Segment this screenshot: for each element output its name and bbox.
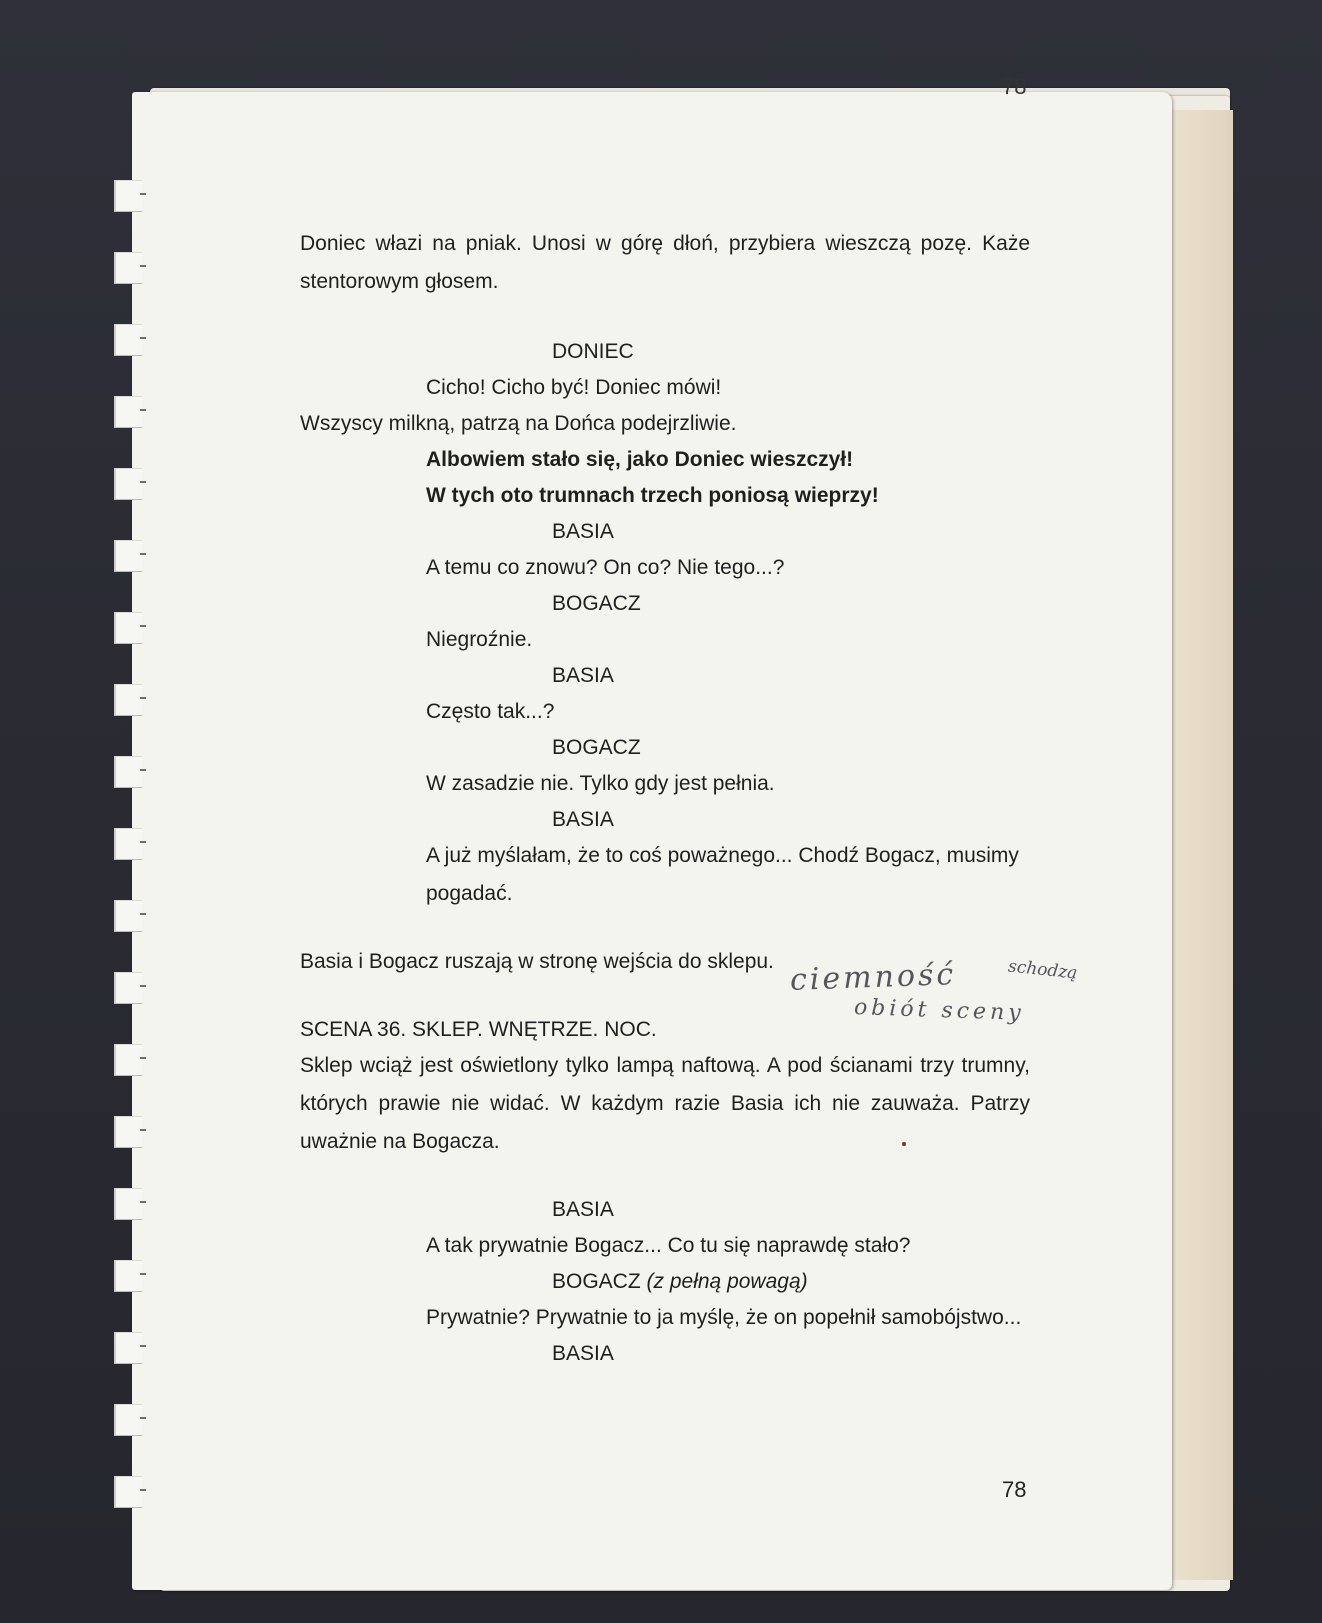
dialogue-line: A temu co znowu? On co? Nie tego...? xyxy=(426,556,785,579)
speaker-name: BASIA xyxy=(552,664,614,687)
action-line: których prawie nie widać. W każdym razie Basia ich nie zauważa. Patrzy xyxy=(300,1092,1030,1115)
speaker-name: BOGACZ xyxy=(552,736,641,759)
speaker-name: DONIEC xyxy=(552,340,634,363)
binding-hole xyxy=(114,1188,142,1220)
speaker-name: BASIA xyxy=(552,1198,614,1221)
dialogue-line: A już myślałam, że to coś poważnego... Chodź Bogacz, musimy xyxy=(426,844,1019,867)
speaker-name: BASIA xyxy=(552,1342,614,1365)
binding-hole xyxy=(114,1116,142,1148)
action-line: Doniec włazi na pniak. Unosi w górę dłoń, przybiera wieszczą pozę. Każe xyxy=(300,232,1030,255)
binding-hole xyxy=(114,468,142,500)
speaker-name: BASIA xyxy=(552,520,614,543)
action-line: stentorowym głosem. xyxy=(300,270,499,293)
binding-hole xyxy=(114,1260,142,1292)
binding-hole xyxy=(114,180,142,212)
handwritten-note: obiót sceny xyxy=(853,995,1026,1026)
action-line: Basia i Bogacz ruszają w stronę wejścia do sklepu. xyxy=(300,950,774,973)
binding-hole xyxy=(114,972,142,1004)
dialogue-line: A tak prywatnie Bogacz... Co tu się naprawdę stało? xyxy=(426,1234,911,1257)
dialogue-line: Często tak...? xyxy=(426,700,555,723)
binding-hole xyxy=(114,756,142,788)
binding-hole xyxy=(114,900,142,932)
action-line: uważnie na Bogacza. xyxy=(300,1130,500,1153)
ink-spot xyxy=(902,1142,906,1146)
binding-hole xyxy=(114,828,142,860)
binding-hole xyxy=(114,252,142,284)
binding-hole xyxy=(114,1476,142,1508)
speaker-label: BOGACZ xyxy=(552,1270,641,1293)
binding-hole xyxy=(114,1332,142,1364)
binding-hole xyxy=(114,1044,142,1076)
binding-hole xyxy=(114,1404,142,1436)
binding-hole xyxy=(114,324,142,356)
dialogue-line: Cicho! Cicho być! Doniec mówi! xyxy=(426,376,722,399)
dialogue-line: W zasadzie nie. Tylko gdy jest pełnia. xyxy=(426,772,775,795)
dialogue-line: Albowiem stało się, jako Doniec wieszczył! xyxy=(426,448,854,471)
handwritten-note: ciemność xyxy=(789,957,957,998)
parenthetical: (z pełną powagą) xyxy=(646,1270,808,1293)
dialogue-line: Prywatnie? Prywatnie to ja myślę, że on popełnił samobójstwo... xyxy=(426,1306,1022,1329)
speaker-name: BASIA xyxy=(552,808,614,831)
dialogue-line: W tych oto trumnach trzech poniosą wieprzy! xyxy=(426,484,879,507)
spiral-binding xyxy=(108,140,140,1560)
binding-hole xyxy=(114,612,142,644)
speaker-name xyxy=(552,1268,808,1296)
handwritten-note: schodzą xyxy=(1007,956,1079,984)
dialogue-line: Niegroźnie. xyxy=(426,628,533,651)
speaker-name: BOGACZ xyxy=(552,592,641,615)
script-page xyxy=(132,74,1172,1590)
action-line: Wszyscy milkną, patrzą na Dońca podejrzliwie. xyxy=(300,412,737,435)
top-page-mark: 78 xyxy=(1002,74,1027,99)
dialogue-line: pogadać. xyxy=(426,882,513,905)
scene-heading: SCENA 36. SKLEP. WNĘTRZE. NOC. xyxy=(300,1018,657,1041)
action-line: Sklep wciąż jest oświetlony tylko lampą naftową. A pod ścianami trzy trumny, xyxy=(300,1054,1030,1077)
binding-hole xyxy=(114,684,142,716)
binding-hole xyxy=(114,396,142,428)
page-number: 78 xyxy=(1002,1477,1027,1502)
binding-hole xyxy=(114,540,142,572)
